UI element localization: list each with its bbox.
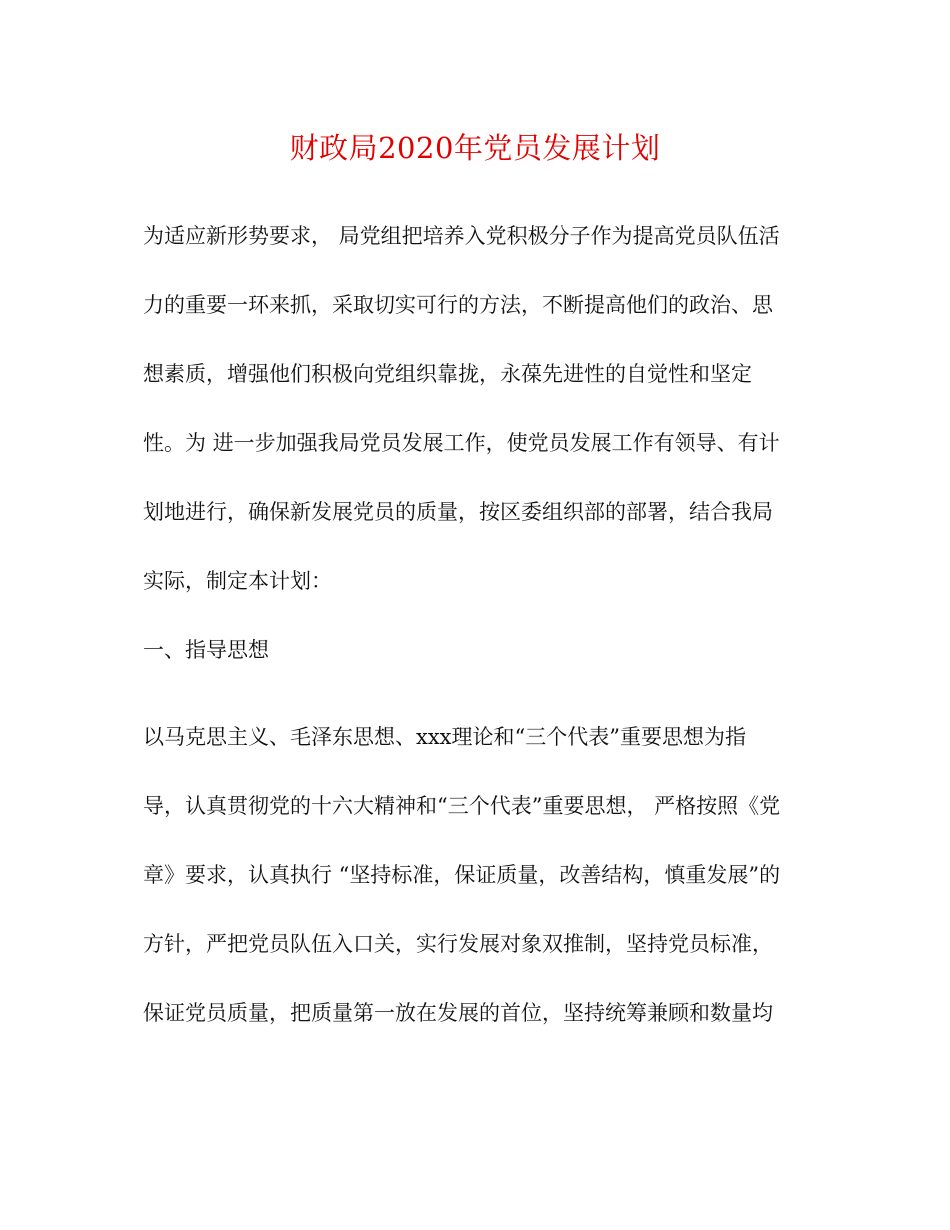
body-line-11: 保证党员质量，把质量第一放在发展的首位，坚持统筹兼顾和数量均 — [143, 1001, 773, 1025]
body-line-8: 导，认真贯彻党的十六大精神和“三个代表”重要思想， 严格按照《党 — [143, 794, 781, 818]
body-line-9: 章》要求，认真执行 “坚持标准，保证质量，改善结构，慎重发展”的 — [143, 863, 781, 887]
body-line-2: 力的重要一环来抓，采取切实可行的方法，不断提高他们的政治、思 — [143, 293, 773, 317]
body-line-1: 为适应新形势要求， 局党组把培养入党积极分子作为提高党员队伍活 — [143, 224, 780, 248]
body-line-5: 划地进行，确保新发展党员的质量，按区委组织部的部署，结合我局 — [143, 500, 773, 524]
body-line-3: 想素质，增强他们积极向党组织靠拢，永葆先进性的自觉性和坚定 — [143, 362, 752, 386]
body-line-4: 性。为 进一步加强我局党员发展工作，使党员发展工作有领导、有计 — [143, 431, 780, 455]
section-heading: 一、指导思想 — [143, 638, 269, 662]
body-line-7: 以马克思主义、毛泽东思想、xxx理论和“三个代表”重要思想为指 — [143, 725, 746, 749]
body-line-10: 方针，严把党员队伍入口关，实行发展对象双推制，坚持党员标准， — [143, 932, 773, 956]
body-line-6: 实际，制定本计划： — [143, 569, 332, 593]
document-title: 财政局2020年党员发展计划 — [289, 131, 661, 165]
